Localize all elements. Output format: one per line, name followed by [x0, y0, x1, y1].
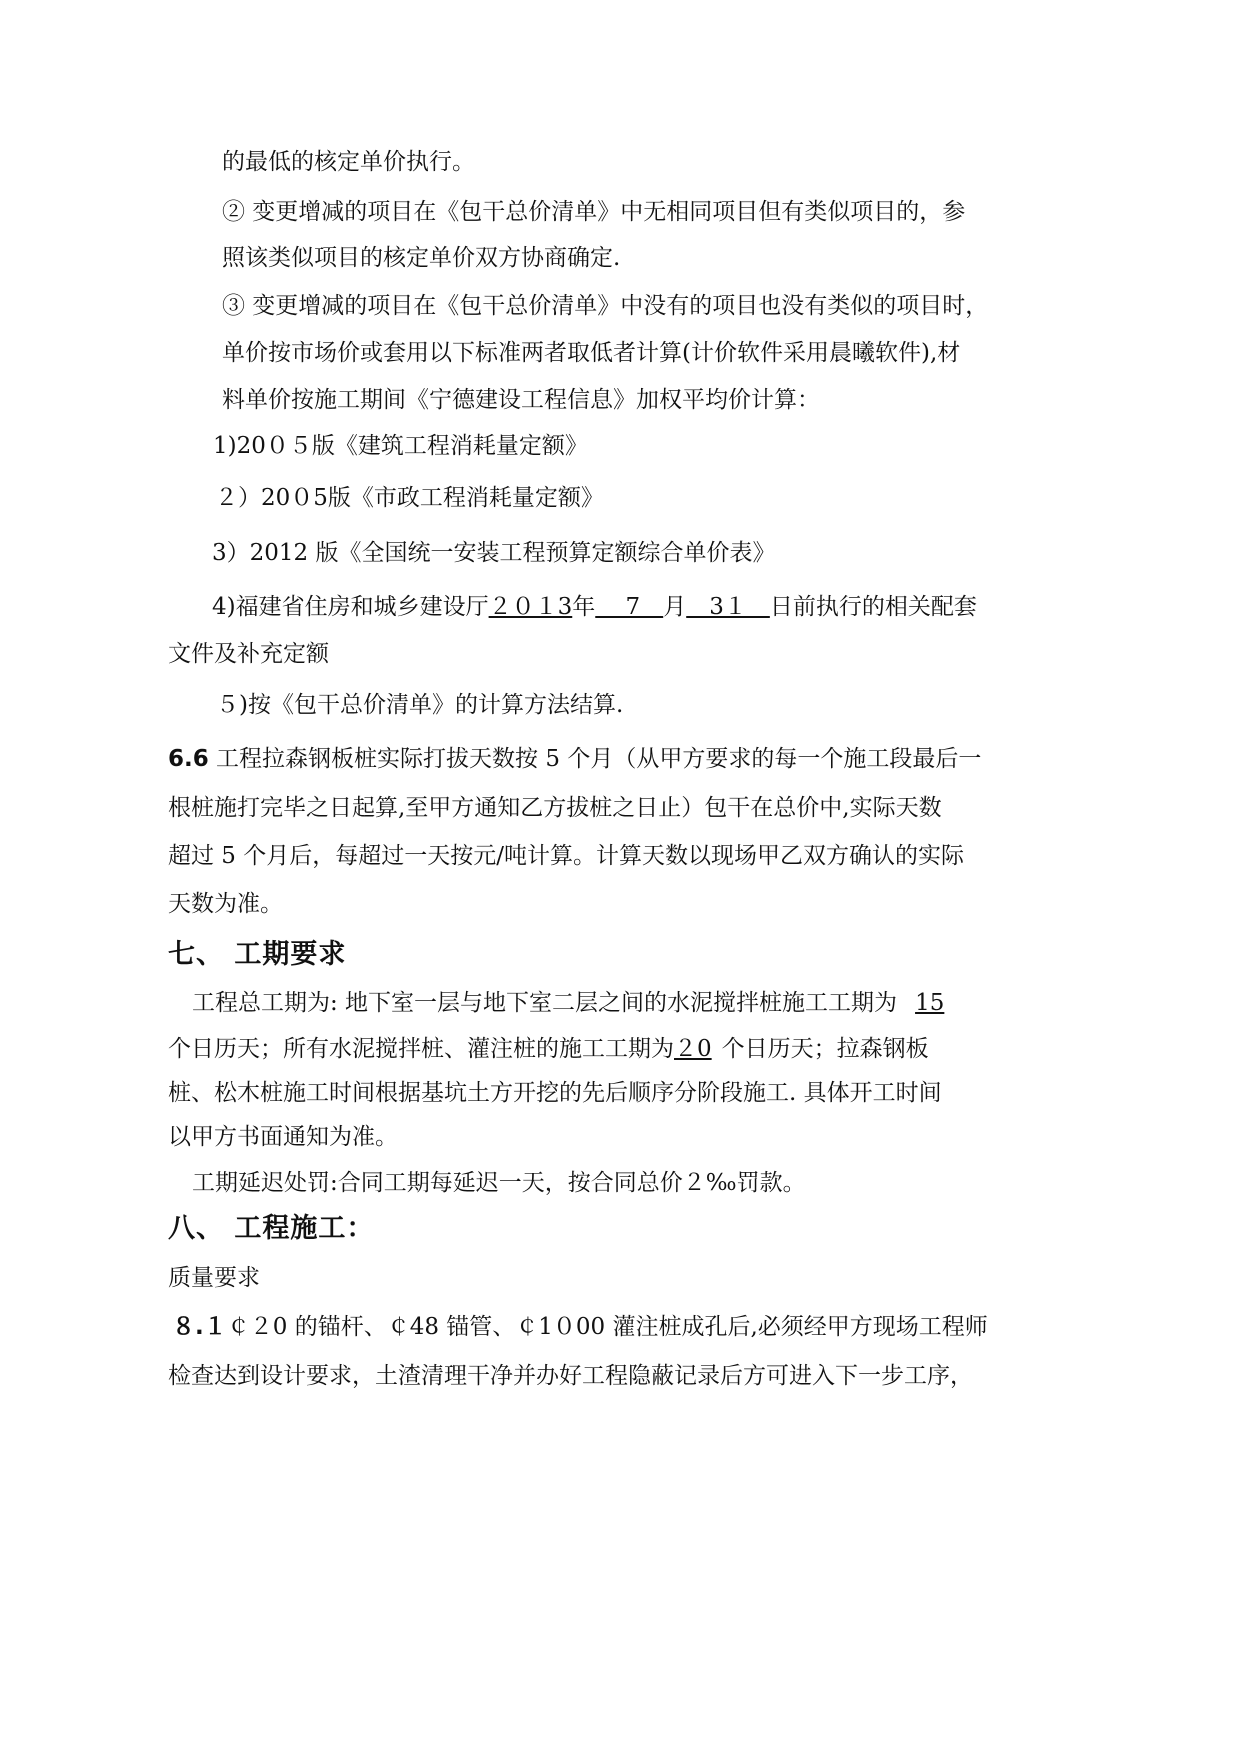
standard-1: 1)20０５版《建筑工程消耗量定额》	[213, 433, 588, 459]
pricing-item-2-line-b: 照该类似项目的核定单价双方协商确定.	[222, 245, 621, 271]
section-8-heading: 八、 工程施工：	[168, 1213, 375, 1244]
standard-4-year-label: 年	[572, 594, 596, 620]
clause-8-1-line-1	[172, 1312, 988, 1342]
clause-6-6-line-3: 超过 5 个月后，每超过一天按元/吨计算。计算天数以现场甲乙双方确认的实际	[168, 843, 965, 869]
clause-8-1-text-1: ￠２0 的锚杆、￠48 锚管、￠1０00 灌注桩成孔后,必须经甲方现场工程师	[226, 1314, 988, 1340]
pricing-item-3-line-c: 料单价按施工期间《宁德建设工程信息》加权平均价计算：	[222, 387, 820, 413]
standard-3: 3）2012 版《全国统一安装工程预算定额综合单价表》	[212, 540, 776, 566]
section-7-text-2b: 个日历天；拉森钢板	[721, 1036, 929, 1062]
section-7-para-line-2	[168, 1034, 929, 1064]
pricing-item-3-line-b: 单价按市场价或套用以下标准两者取低者计算(计价软件采用晨曦软件),材	[222, 340, 961, 366]
section-7-para-line-3: 桩、松木桩施工时间根据基坑土方开挖的先后顺序分阶段施工. 具体开工时间	[168, 1080, 942, 1106]
pricing-line-1: 的最低的核定单价执行。	[222, 149, 475, 175]
section-7-para-line-4: 以甲方书面通知为准。	[168, 1124, 398, 1150]
section-7-text-1: 工程总工期为: 地下室一层与地下室二层之间的水泥搅拌桩施工工期为	[192, 990, 898, 1016]
clause-6-6-line-4: 天数为准。	[168, 891, 283, 917]
standard-4	[212, 592, 977, 622]
standard-4-prefix: 4)福建省住房和城乡建设厅	[212, 594, 489, 620]
standard-4-year: ２０１3	[488, 594, 573, 620]
clause-6-6-number: 6.6	[168, 746, 209, 772]
section-7-penalty: 工期延迟处罚:合同工期每延迟一天，按合同总价２‰罚款。	[192, 1170, 806, 1196]
section-7-heading: 七、 工期要求	[168, 939, 347, 970]
clause-8-1-number: ８.１	[172, 1314, 227, 1340]
section-7-text-2a: 个日历天；所有水泥搅拌桩、灌注桩的施工工期为	[168, 1036, 674, 1062]
section-7-days-1: 15	[915, 990, 945, 1016]
standard-4-suffix: 日前执行的相关配套	[769, 594, 977, 620]
pricing-item-3-line-a: ③ 变更增减的项目在《包干总价清单》中没有的项目也没有类似的项目时，	[222, 293, 989, 319]
clause-6-6-line-1	[168, 744, 981, 774]
standard-4-continuation: 文件及补充定额	[168, 641, 329, 667]
standard-4-month-label: 月	[663, 594, 687, 620]
section-8-subheading: 质量要求	[168, 1265, 260, 1291]
section-7-days-2: ２0	[674, 1036, 712, 1062]
pricing-item-2-line-a: ② 变更增减的项目在《包干总价清单》中无相同项目但有类似项目的，参	[222, 199, 966, 225]
clause-8-1-line-2: 检查达到设计要求，土渣清理干净并办好工程隐蔽记录后方可进入下一步工序，	[168, 1363, 973, 1389]
clause-6-6-text-1: 工程拉森钢板桩实际打拔天数按 5 个月（从甲方要求的每一个施工段最后一	[208, 746, 982, 772]
standard-4-month: 7	[595, 594, 664, 620]
clause-6-6-line-2: 根桩施打完毕之日起算,至甲方通知乙方拔桩之日止）包干在总价中,实际天数	[168, 795, 942, 821]
section-7-para-line-1	[192, 988, 944, 1018]
standard-2: ２）20０5版《市政工程消耗量定额》	[215, 485, 604, 511]
standard-4-day: 3１	[686, 594, 770, 620]
standard-5: ５)按《包干总价清单》的计算方法结算.	[216, 692, 624, 718]
